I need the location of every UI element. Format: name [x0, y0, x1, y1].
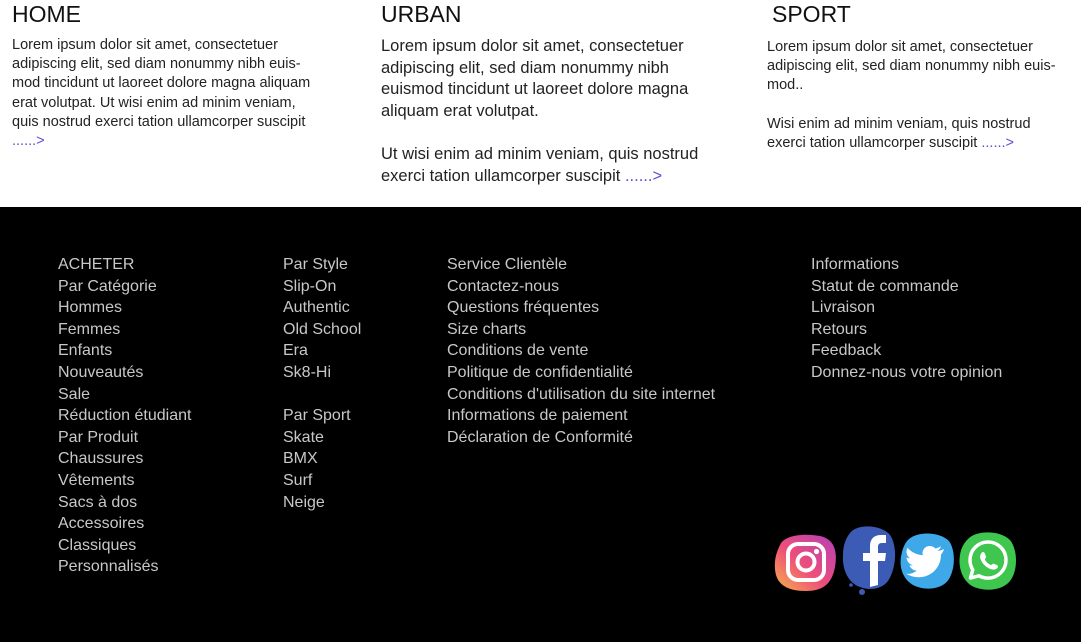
- section-title-sport: SPORT: [772, 1, 851, 27]
- footer-link-acheter[interactable]: ACHETER: [58, 256, 135, 273]
- section-urban: [381, 0, 711, 188]
- footer-link-vetements[interactable]: Vêtements: [58, 471, 135, 489]
- section-paragraph: [381, 144, 711, 187]
- footer-link-livraison[interactable]: Livraison: [811, 299, 876, 317]
- footer-link-old-school[interactable]: Old School: [283, 320, 362, 338]
- footer-link-sk8-hi[interactable]: Sk8-Hi: [283, 363, 332, 381]
- footer-link-feedback[interactable]: Feedback: [811, 342, 882, 360]
- site-footer: [0, 207, 1081, 642]
- footer-link-politique-confidentialite[interactable]: Politique de confidentialité: [447, 363, 633, 381]
- footer-link-service-clientele[interactable]: Service Clientèle: [447, 256, 568, 273]
- footer-link-enfants[interactable]: Enfants: [58, 342, 113, 360]
- footer-link-declaration-conformite[interactable]: Déclaration de Conformité: [447, 428, 633, 446]
- footer-link-sale[interactable]: Sale: [58, 385, 91, 403]
- footer-link-reduction-etudiant[interactable]: Réduction étudiant: [58, 407, 192, 425]
- section-text: Ut wisi enim ad minim veniam, quis nostrud exerci tation ullamcorper suscipit: [381, 145, 699, 185]
- footer-link-skate[interactable]: Skate: [283, 428, 324, 446]
- section-sport: [767, 0, 1067, 153]
- footer-link-authentic[interactable]: Authentic: [283, 299, 350, 317]
- section-title-urban: URBAN: [381, 1, 462, 27]
- footer-link-informations-paiement[interactable]: Informations de paiement: [447, 407, 628, 425]
- footer-link-statut-commande[interactable]: Statut de commande: [811, 277, 959, 295]
- section-text-sport: [767, 38, 1067, 153]
- footer-link-chaussures[interactable]: Chaussures: [58, 450, 144, 468]
- footer-link-hommes[interactable]: Hommes: [58, 299, 123, 317]
- read-more-link-home[interactable]: ......>: [12, 133, 45, 150]
- footer-link-accessoires[interactable]: Accessoires: [58, 515, 145, 533]
- instagram-icon[interactable]: [774, 533, 838, 593]
- section-paragraph: Lorem ipsum dolor sit amet, consectetuer adipiscing elit, sed diam nonummy nibh euis-mod..: [767, 39, 1056, 94]
- content-sections: [0, 0, 1081, 207]
- read-more-link-urban[interactable]: ......>: [624, 166, 663, 185]
- section-text: Wisi enim ad minim veniam, quis nostrud exerci tation ullamcorper suscipit: [767, 115, 1031, 151]
- facebook-icon[interactable]: [840, 525, 898, 597]
- section-paragraph: Lorem ipsum dolor sit amet, consectetuer adipiscing elit, sed diam nonummy nibh euismod tincidunt ut laoreet dolore magna aliquam erat volutpat.: [381, 37, 689, 120]
- footer-link-size-charts[interactable]: Size charts: [447, 320, 527, 338]
- section-paragraph: [767, 115, 1067, 153]
- footer-link-contactez-nous[interactable]: Contactez-nous: [447, 277, 560, 295]
- footer-column-acheter: [58, 254, 191, 578]
- footer-link-conditions-de-vente[interactable]: Conditions de vente: [447, 342, 589, 360]
- footer-link-neige[interactable]: Neige: [283, 493, 325, 511]
- footer-link-femmes[interactable]: Femmes: [58, 320, 121, 338]
- footer-link-par-produit[interactable]: Par Produit: [58, 428, 139, 446]
- footer-link-par-style[interactable]: Par Style: [283, 256, 348, 273]
- footer-link-par-categorie[interactable]: Par Catégorie: [58, 277, 157, 295]
- footer-link-surf[interactable]: Surf: [283, 471, 313, 489]
- read-more-link-sport[interactable]: ......>: [981, 134, 1015, 151]
- footer-link-classiques[interactable]: Classiques: [58, 536, 137, 554]
- footer-link-bmx[interactable]: BMX: [283, 450, 318, 468]
- footer-column-service: [447, 254, 715, 448]
- section-text-home: [12, 36, 312, 151]
- footer-link-donnez-nous-votre-opinion[interactable]: Donnez-nous votre opinion: [811, 363, 1003, 381]
- footer-link-informations[interactable]: Informations: [811, 256, 900, 273]
- footer-link-retours[interactable]: Retours: [811, 320, 868, 338]
- whatsapp-icon[interactable]: [958, 529, 1018, 593]
- footer-link-era[interactable]: Era: [283, 342, 308, 360]
- section-text: Lorem ipsum dolor sit amet, consectetuer adipiscing elit, sed diam nonummy nibh euis-mod tincidunt ut laoreet dolore magna aliquam erat volutpat. Ut wisi enim ad minim veniam, quis nostrud exerci tation ullamcorper suscipit: [12, 37, 311, 130]
- footer-link-nouveautes[interactable]: Nouveautés: [58, 363, 144, 381]
- footer-link-personnalises[interactable]: Personnalisés: [58, 558, 159, 576]
- footer-link-questions-frequentes[interactable]: Questions fréquentes: [447, 299, 600, 317]
- section-home: [12, 0, 312, 151]
- footer-link-par-sport[interactable]: Par Sport: [283, 407, 351, 425]
- footer-column-style-sport: [283, 254, 361, 513]
- section-title-home: HOME: [12, 1, 81, 27]
- footer-link-conditions-utilisation[interactable]: Conditions d'utilisation du site internet: [447, 385, 716, 403]
- footer-spacer: [283, 384, 361, 406]
- twitter-icon[interactable]: [899, 531, 955, 591]
- footer-column-informations: [811, 254, 1002, 384]
- footer-link-slip-on[interactable]: Slip-On: [283, 277, 337, 295]
- footer-link-sacs-a-dos[interactable]: Sacs à dos: [58, 493, 138, 511]
- section-text-urban: [381, 36, 711, 188]
